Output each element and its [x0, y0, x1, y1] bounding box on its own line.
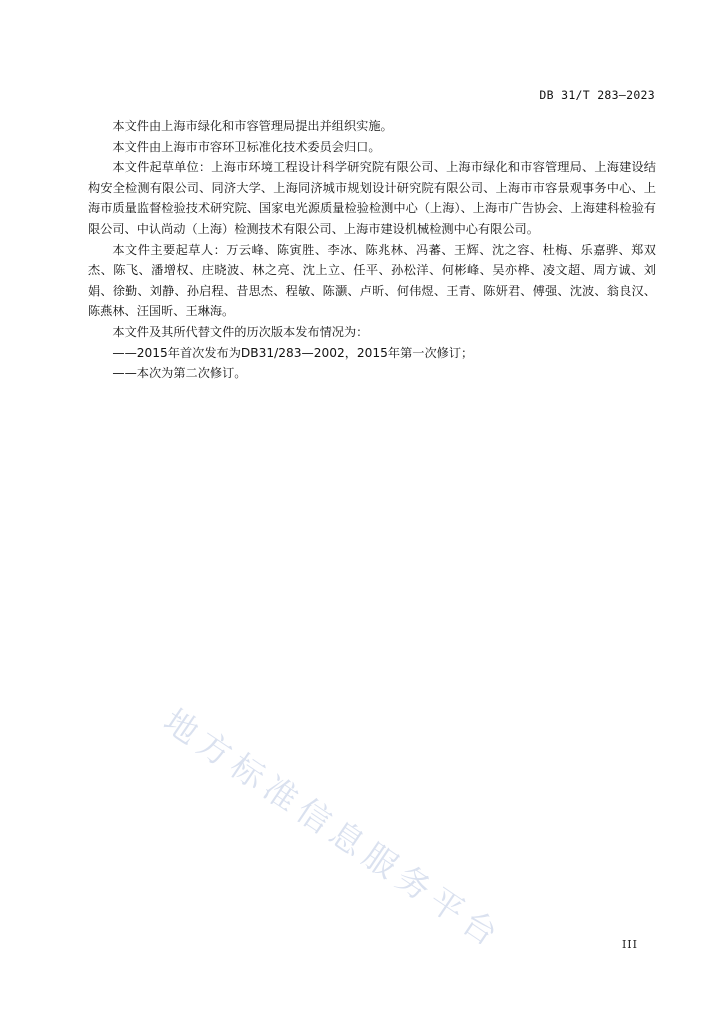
- paragraph-proposed: 本文件由上海市绿化和市容管理局提出并组织实施。: [112, 119, 393, 133]
- paragraph-drafting-units: 本文件起草单位：上海市环境工程设计科学研究院有限公司、上海市绿化和市容管理局、上海建设结构安全检测有限公司、同济大学、上海同济城市规划设计研究院有限公司、上海市市容景观事务中心、上海市质量监督检验技术研究院、国家电光源质量检验检测中心（上海）、上海市广告协会、上海建科检验有限公司、中认尚动（上海）检测技术有限公司、上海市建设机械检测中心有限公司。: [88, 160, 656, 236]
- paragraph-centralized: 本文件由上海市市容环卫标准化技术委员会归口。: [112, 139, 381, 154]
- history-item: ——本次为第二次修订。: [112, 366, 247, 381]
- watermark: 地方标准信息服务平台: [156, 700, 511, 957]
- paragraph-history-intro: 本文件及其所代替文件的历次版本发布情况为：: [112, 324, 369, 339]
- standard-code: DB 31/T 283—2023: [539, 88, 655, 102]
- history-item: ——2015年首次发布为DB31/283—2002，2015年第一次修订；: [112, 345, 474, 360]
- page-number: III: [621, 938, 638, 951]
- foreword-body: [88, 116, 656, 384]
- paragraph-drafters: 本文件主要起草人：万云峰、陈寅胜、李冰、陈兆林、冯蕃、王辉、沈之容、杜梅、乐嘉骅、郑双杰、陈飞、潘增权、庄晓波、林之亮、沈上立、任平、孙松洋、何彬峰、吴亦桦、凌文超、周方诚、刘娟、徐勤、刘静、孙启程、昔思杰、程敏、陈灏、卢昕、何伟煜、王青、陈妍君、傅强、沈波、翁良汉、陈燕林、汪国昕、王琳海。: [88, 242, 656, 319]
